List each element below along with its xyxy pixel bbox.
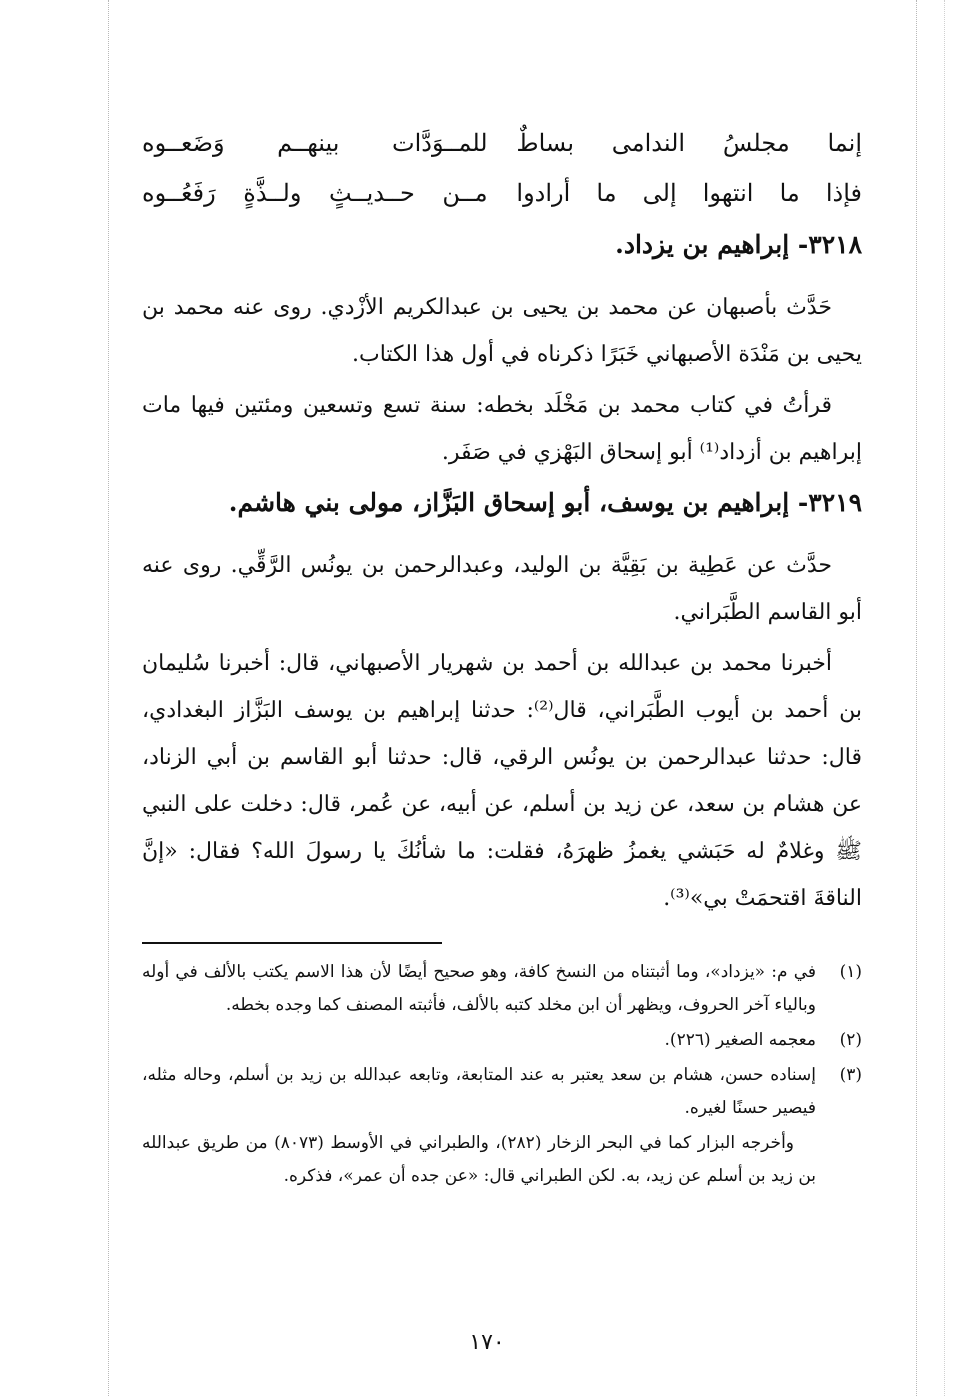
verse-first-hemistich: فإذا ما انتهوا إلى ما أرادوا: [516, 179, 862, 207]
verse-first-hemistich: إنما مجلسُ الندامى بساطٌ: [516, 129, 862, 157]
footnote-text: في م: «يزداد»، وما أثبتناه من النسخ كافة، وهو صحيح أيضًا لأن هذا الاسم يكتب بالألف في أوله وبالياء آخر الحروف، ويظهر أن ابن مخلد كتبه بالألف، فأثبته المصنف كما وجده بخطه.: [142, 962, 816, 1015]
entry-3219-paragraph-1: حدَّث عن عَطِية بن بَقِيَّة بن الوليد، وعبدالرحمن بن يونُس الرَّقِّي. روى عنه أبو القاسم الطَّبَراني.: [142, 553, 862, 625]
entry-heading-3218: ٣٢١٨- إبراهيم بن يزداد.: [615, 230, 862, 259]
poem-verse: [142, 168, 862, 218]
footnote-3-continuation: وأخرجه البزار كما في البحر الزخار (٢٨٢)، والطبراني في الأوسط (٨٠٧٣) من طريق عبدالله بن زيد بن أسلم عن زيد، به. لكن الطبراني قال: «عن جده أن عمر»، فذكره.: [142, 1133, 816, 1186]
footnote-1: [142, 956, 862, 1022]
footnotes: [142, 956, 862, 1193]
footnote-number: (١): [839, 962, 862, 982]
footnote-number: (٣): [839, 1065, 862, 1085]
entry-heading-3219: ٣٢١٩- إبراهيم بن يوسف، أبو إسحاق البَزَّاز، مولى بني هاشم.: [228, 488, 862, 517]
scan-edge-right: [916, 0, 917, 1396]
footnote-number: (٢): [839, 1030, 862, 1050]
poem-verse: [142, 118, 862, 168]
scan-edge-far-right: [944, 0, 945, 1396]
verse-second-hemistich: للمــوَدَّات بينهــم وَضَعــوه: [142, 129, 488, 157]
entry-3219-paragraph-2: أخبرنا محمد بن عبدالله بن أحمد بن شهريار الأصبهاني، قال: أخبرنا سُليمان بن أحمد بن أيوب الطَّبَراني، قال⁽²⁾: حدثنا إبراهيم بن يوسف البَزَّاز البغدادي، قال: حدثنا عبدالرحمن بن يونُس الرقي، قال: حدثنا أبو القاسم بن أبي الزناد، عن هشام بن سعد، عن زيد بن أسلم، عن أبيه، عن عُمر، قال: دخلت على النبي ﷺ وغلامٌ له حَبَشي يغمزُ ظهرَهُ، فقلت: ما شأنُكَ يا رسولَ الله؟ فقال: «إنَّ الناقةَ اقتحمَتْ بي»⁽³⁾.: [142, 651, 863, 911]
verse-second-hemistich: مــن حــديــثٍ ولــذَّةٍ رَفَعُــوه: [142, 179, 488, 207]
scan-edge-left: [108, 0, 109, 1396]
footnote-separator: [142, 942, 442, 944]
page-number: ١٧٠: [469, 1330, 505, 1355]
entry-3218-paragraph-2: قرأتُ في كتاب محمد بن مَخْلَد بخطه: سنة تسع وتسعين ومئتين فيها مات إبراهيم بن أزداد⁽¹⁾ أبو إسحاق البَهْزي في صَفَر.: [142, 393, 862, 465]
footnote-2: [142, 1024, 862, 1057]
entry-3218-paragraph-1: حَدَّث بأصبهان عن محمد بن يحيى بن عبدالكريم الأزْدي. روى عنه محمد بن يحيى بن مَنْدَة الأصبهاني خَبَرًا ذكرناه في أول هذا الكتاب.: [142, 295, 862, 367]
footnote-text: إسناده حسن، هشام بن سعد يعتبر به عند المتابعة، وتابعه عبدالله بن زيد بن أسلم، وحاله مثله، فيصير حسنًا لغيره.: [142, 1065, 816, 1118]
footnote-text: معجمه الصغير (٢٢٦).: [664, 1030, 816, 1050]
footnote-3: [142, 1059, 862, 1125]
page-content: [142, 118, 862, 1193]
